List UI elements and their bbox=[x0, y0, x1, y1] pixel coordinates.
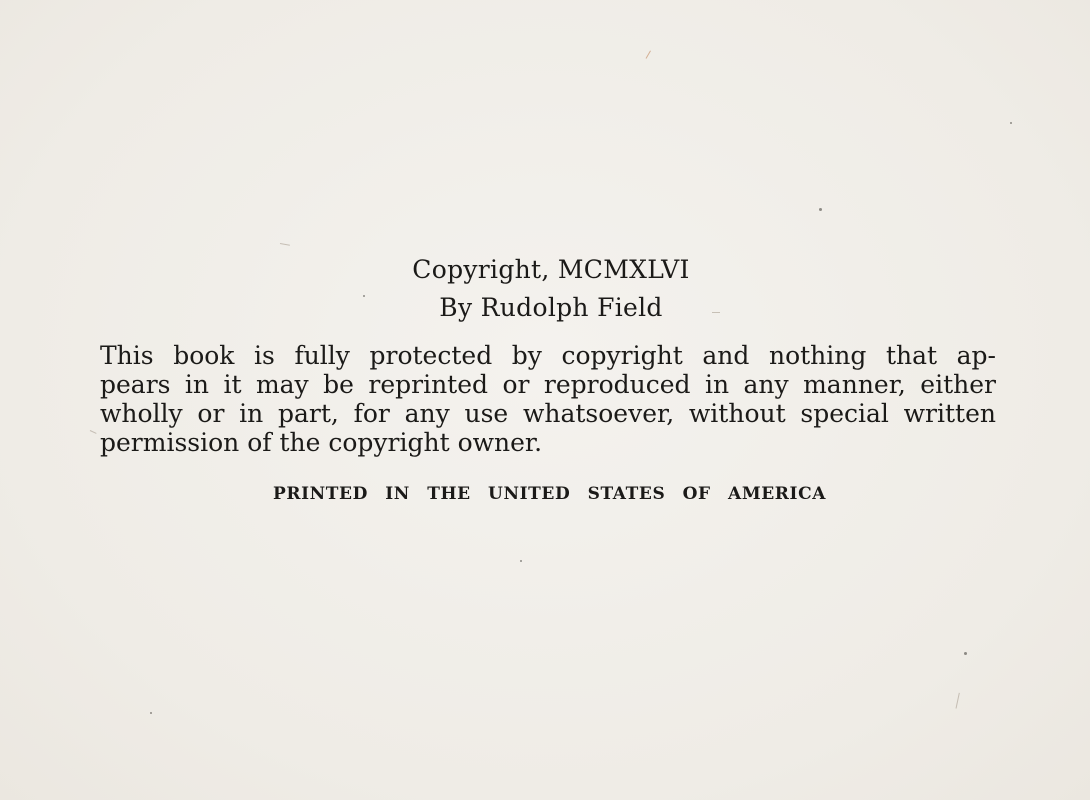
paper-fiber bbox=[280, 243, 290, 246]
notice-line: permission of the copyright owner. bbox=[100, 428, 543, 457]
copyright-notice bbox=[100, 341, 996, 457]
author-line: By Rudolph Field bbox=[439, 293, 663, 322]
printed-in-imprint: PRINTED IN THE UNITED STATES OF AMERICA bbox=[273, 484, 826, 504]
paper-speck bbox=[1010, 122, 1012, 124]
notice-line: This book is fully protected by copyright and nothing that ap- bbox=[100, 341, 996, 370]
notice-line: pears in it may be reprinted or reproduced in any manner, either bbox=[100, 370, 996, 399]
copyright-line: Copyright, MCMXLVI bbox=[412, 255, 690, 284]
paper-fiber bbox=[956, 693, 960, 709]
notice-line: wholly or in part, for any use whatsoever, without special written bbox=[100, 399, 996, 428]
paper-speck bbox=[964, 652, 967, 655]
paper-fiber bbox=[90, 430, 97, 434]
paper-speck bbox=[150, 712, 152, 714]
paper-speck bbox=[520, 560, 522, 562]
paper-fiber bbox=[646, 50, 651, 58]
paper-speck bbox=[819, 208, 822, 211]
